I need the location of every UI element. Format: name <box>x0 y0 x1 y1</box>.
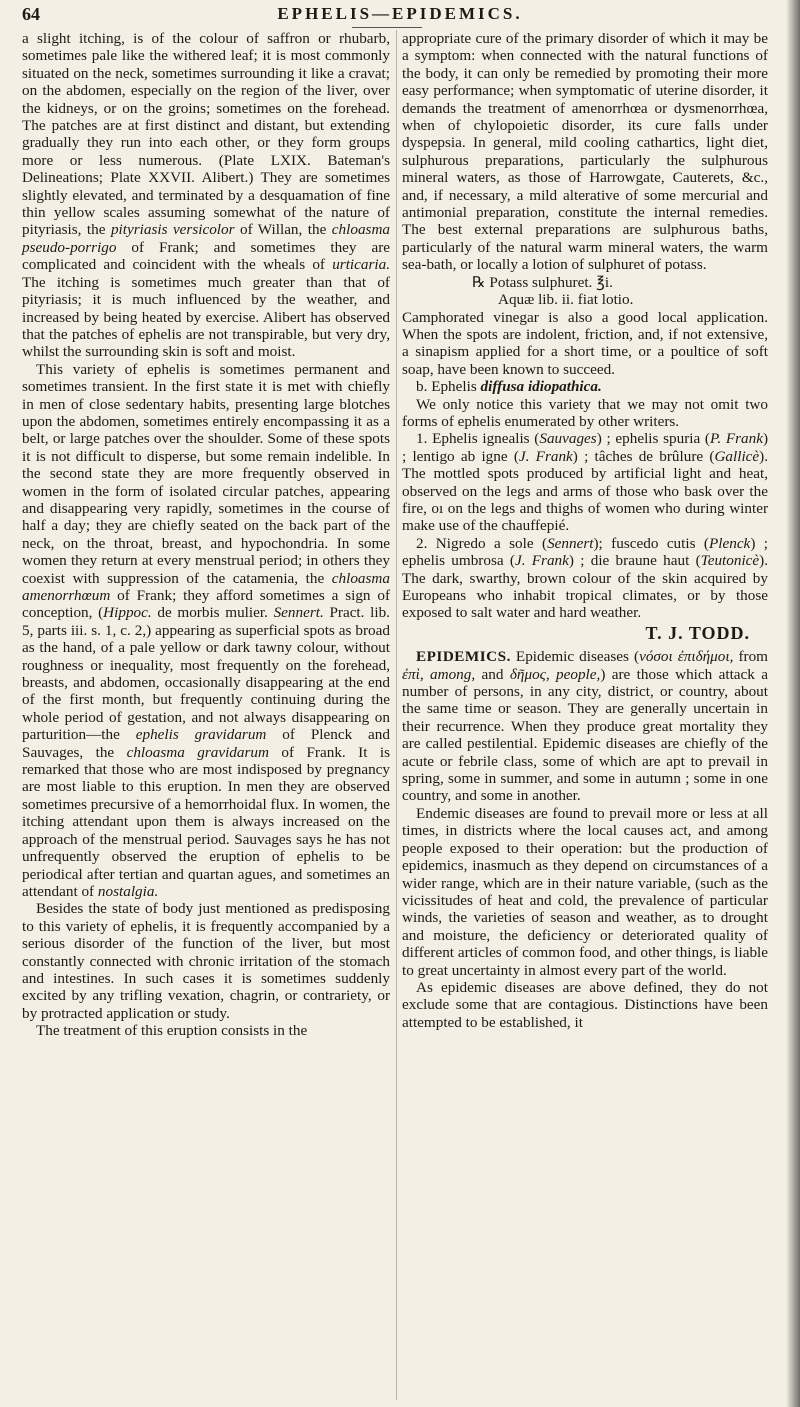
paragraph: appropriate cure of the primary disorder of which it may be a symptom: when connected with the natural functions of the body, it can only be remedied by promoting their more easy performance; when symptomatic of uterine disorder, it demands the treatment of amenorrhœa or dysmenorrhœa, when of chylopoietic disorder, its cure falls under dyspepsia. In general, mild cooling cathartics, light diet, sulphurous preparations, particularly the sulphurous mineral waters, as those of Harrowgate, Cauterets, &c., and, if necessary, a mild alterative of some mercurial and antimonial preparation, constitute the internal remedies. The best external preparations are sulphurous baths, particularly of the natural warm mineral waters, the warm sea-bath, or locally a lotion of sulphuret of potass. <box>402 30 768 274</box>
running-head <box>22 4 778 26</box>
prescription-line: Aquæ lib. ii. fiat lotio. <box>498 291 634 309</box>
paragraph: As epidemic diseases are above defined, they do not exclude some that are contagious. Distinctions have been attempted to be established, it <box>402 978 768 1031</box>
right-column <box>402 30 768 1031</box>
author-signature: T. J. TODD. <box>645 622 750 643</box>
paragraph: a slight itching, is of the colour of saffron or rhubarb, sometimes pale like the withered leaf; it is most commonly situated on the neck, sometimes surrounding it like a cravat; on the abdomen, especially on the region of the liver, over the kidneys, or on the groins; sometimes on the forehead. The patches are at first distinct and distant, but extending gradually they run into each other, or they form groups more or less numerous. (Plate LXIX. Bateman's Delineations; Plate XXVII. Alibert.) They are sometimes slightly elevated, and terminated by a desquamation of fine thin yellow scales assuming somewhat of the nature of pityriasis, the pityriasis versicolor of Willan, the chloasma pseudo-porrigo of Frank; and sometimes they are complicated and coincident with the wheals of urticaria. The itching is sometimes much greater than that of pityriasis; it is much influenced by the weather, and increased by being heated by exercise. Alibert has observed that the patches of ephelis are not transpirable, but very dry, whilst the surrounding skin is soft and moist. <box>22 30 391 361</box>
page-edge-shadow <box>786 0 800 1407</box>
entry-heading: EPIDEMICS. <box>416 648 511 666</box>
paragraph: This variety of ephelis is sometimes permanent and sometimes transient. In the first state it is met with chiefly in men of close sedentary habits, presenting large blotches upon the abdomen, sometimes entirely encompassing it as a belt, or large patches over the shoulder. Some of these spots it is not difficult to disperse, but some remain indelible. In the second state they are more frequently observed in women in the form of isolated circular patches, appearing and disappearing very rapidly, sometimes in the course of half a day; they are chiefly seated on the back part of the neck, on the throat, breast, and hypochondria. In some women they return at every menstrual period; in others they coexist with suppression of the catamenia, the chloasma amenorrhœum of Frank; they afford sometimes a sign of conception, (Hippoc. de morbis mulier. Sennert. Pract. lib. 5, parts iii. s. 1, c. 2,) appearing as superficial spots as broad as the hand, of a pale yellow or dark tawny colour, without roughness or inequality, most frequently on the forehead, breasts, and abdomen, occasionally disappearing at the end of the first month, but frequently continuing during the whole period of gestation, and not always disappearing on parturition—the ephelis gravidarum of Plenck and Sauvages, the chloasma gravidarum of Frank. It is remarked that those who are most indisposed by pregnancy are most liable to this eruption. In men they are observed sometimes precursive of a hemorrhoidal flux. In women, the itching attendant upon them is always increased on the approach of the menstrual period. Sauvages says he has not unfrequently observed the eruption of ephelis to be periodical after tertian and quartan agues, and sometimes an attendant of nostalgia. <box>22 360 390 900</box>
entry-paragraph: EPIDEMICS. Epidemic diseases (νόσοι ἐπιδήμοι, from ἐπὶ, among, and δῆμος, people,) are those which attack a number of persons, in any city, district, or country, about the same time or season. They are generally uncertain in their recurrence. When they produce great mortality they are called pestilential. Epidemic diseases are chiefly of the acute or febrile class, some of which are apt to prevail in spring, some in summer, and some in autumn ; some in one country, and some in another. <box>402 648 769 805</box>
subsection-heading: b. Ephelis diffusa idiopathica. <box>416 378 602 396</box>
prescription-line: ℞ Potass sulphuret. ℥i. <box>472 273 613 291</box>
page-number: 64 <box>22 4 40 24</box>
paragraph: 2. Nigredo a sole (Sennert); fuscedo cutis (Plenck) ; ephelis umbrosa (J. Frank) ; die braune haut (Teutonicè). The dark, swarthy, brown colour of the skin acquired by Europeans who inhabit tropical climates, or by those exposed to salt water and hard weather. <box>402 534 769 622</box>
paragraph: Endemic diseases are found to prevail more or less at all times, in districts where the local causes act, and among people exposed to their operation: but the production of epidemics, inasmuch as they depend on circumstances of a wider range, which are in their nature variable, (such as the vicissitudes of heat and cold, the prevalence of particular winds, the varieties of season and weather, as to drought and moisture, the deficiency or deteriorated quality of different articles of common food, and other things, is liable to great uncertainty in almost every part of the world. <box>402 804 768 979</box>
paragraph: The treatment of this eruption consists in the <box>36 1022 308 1040</box>
running-title: EPHELIS—EPIDEMICS. <box>277 4 523 23</box>
paragraph: 1. Ephelis ignealis (Sauvages) ; ephelis spuria (P. Frank) ; lentigo ab igne (J. Frank) ; tâches de brûlure (Gallicè). The mottled spots produced by artificial light and heat, observed on the legs and arms of those who bask over the fire, oı on the legs and thighs of women who during winter make use of the chauffepié. <box>402 430 768 535</box>
left-column <box>22 30 390 1040</box>
paragraph: Besides the state of body just mentioned as predisposing to this variety of ephelis, it is frequently accompanied by a serious disorder of the function of the liver, but most constantly connected with chronic irritation of the stomach and intestines. In such cases it is sometimes suddenly excited by any trifling vexation, chagrin, or contrariety, or by protracted application or study. <box>22 900 390 1022</box>
column-divider <box>396 30 397 1400</box>
head-ornament-rule <box>352 27 422 28</box>
paragraph: Camphorated vinegar is also a good local application. When the spots are indolent, friction, and, if not extensive, a sinapism applied for a short time, or a poultice of soft soap, have been known to succeed. <box>402 308 768 378</box>
paragraph: We only notice this variety that we may not omit two forms of ephelis enumerated by other writers. <box>402 395 768 430</box>
